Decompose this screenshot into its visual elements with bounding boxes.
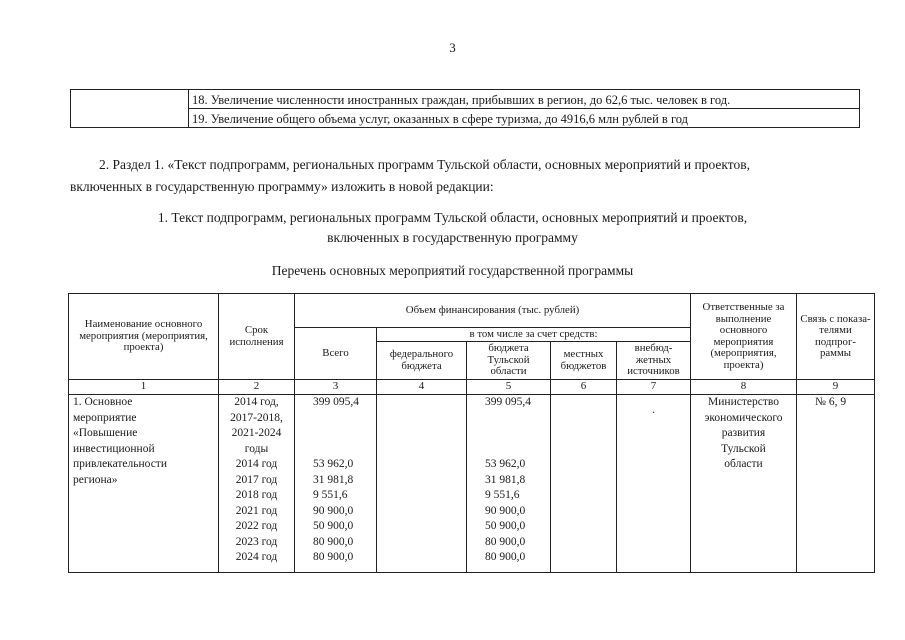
- section-heading-line1: 1. Текст подпрограмм, региональных программ Тульской области, основных мероприятий и проектов,: [157, 210, 748, 225]
- header-federal: федерального бюджета: [377, 342, 467, 380]
- offbudget-cell: [617, 395, 691, 573]
- indicator-link: № 6, 9: [815, 396, 847, 408]
- main-activities-table: [68, 293, 875, 573]
- column-number-row: [69, 380, 875, 395]
- page-number: 3: [449, 40, 456, 55]
- regional-value: 31 981,8: [485, 473, 526, 486]
- term-line: 2023 год: [235, 535, 278, 548]
- total-value: [313, 442, 374, 458]
- goal-18: 18. Увеличение численности иностранных граждан, прибывших в регион, до 62,6 тыс. человек в год.: [192, 93, 731, 107]
- header-link: Связь с показа- телями подпрог- раммы: [797, 294, 875, 380]
- table-title: Перечень основных мероприятий государственной программы: [271, 263, 634, 278]
- term-line: 2018 год: [235, 489, 278, 501]
- total-value: 53 962,0: [313, 458, 354, 470]
- header-offbudget: внебюд- жетных источников: [617, 342, 691, 380]
- responsible-line: области: [724, 458, 763, 470]
- header-funding: Объем финансирования (тыс. рублей): [295, 294, 691, 328]
- term-line: 2021 год: [235, 504, 278, 517]
- responsible-line: экономического: [704, 411, 783, 424]
- term-line: 2014 год: [235, 458, 278, 470]
- regional-value: 53 962,0: [485, 458, 526, 470]
- regional-cell: [467, 395, 551, 573]
- total-value: [313, 426, 374, 442]
- col-num-9: 9: [797, 380, 875, 395]
- header-term: Срок исполнения: [219, 294, 295, 380]
- total-value: 9 551,6: [313, 489, 348, 501]
- header-name: Наименование основного мероприятия (мероприятия, проекта): [69, 294, 219, 380]
- total-value: 80 900,0: [313, 535, 354, 548]
- responsible-cell: [691, 395, 797, 573]
- regional-value: 9 551,6: [485, 489, 520, 501]
- col-num-4: 4: [377, 380, 467, 395]
- activity-name-line: «Повышение: [73, 427, 138, 439]
- federal-cell: [377, 395, 467, 573]
- responsible-line: Министерство: [708, 396, 779, 408]
- local-cell: [551, 395, 617, 573]
- term-cell: [219, 395, 295, 573]
- regional-value: 90 900,0: [485, 504, 526, 517]
- activity-name-cell: [69, 395, 219, 573]
- regional-value: 399 095,4: [485, 396, 531, 408]
- total-cell: [295, 395, 377, 573]
- total-value: 90 900,0: [313, 504, 354, 517]
- col-num-5: 5: [467, 380, 551, 395]
- regional-value: 50 900,0: [485, 520, 526, 532]
- header-including: в том числе за счет средств:: [377, 328, 691, 342]
- responsible-line: Тульской: [721, 442, 766, 455]
- activity-name-line: мероприятие: [73, 411, 137, 424]
- amendment-paragraph-line1: 2. Раздел 1. «Текст подпрограмм, региональных программ Тульской области, основных мероприятий и проектов,: [99, 157, 750, 172]
- total-value: 399 095,4: [313, 396, 359, 408]
- term-line: 2017-2018,: [230, 411, 283, 424]
- term-line: 2024 год: [235, 551, 278, 563]
- col-num-1: 1: [69, 380, 219, 395]
- total-value: 50 900,0: [313, 520, 354, 532]
- header-total: Всего: [295, 328, 377, 380]
- goal-19: 19. Увеличение общего объема услуг, оказанных в сфере туризма, до 4916,6 млн рублей в год: [189, 108, 859, 127]
- activity-name-line: региона»: [73, 473, 118, 486]
- table-row: [69, 395, 875, 573]
- col-num-2: 2: [219, 380, 295, 395]
- col-num-3: 3: [295, 380, 377, 395]
- goals-cell: [189, 90, 860, 128]
- indicator-link-cell: [797, 395, 875, 573]
- section-heading-line2: включенных в государственную программу: [327, 230, 578, 245]
- empty-cell: [71, 90, 189, 128]
- col-num-8: 8: [691, 380, 797, 395]
- col-num-7: 7: [617, 380, 691, 395]
- total-value: [313, 411, 374, 427]
- term-line: 2022 год: [235, 520, 278, 532]
- regional-value: 80 900,0: [485, 535, 526, 548]
- goals-table-fragment: [70, 89, 860, 128]
- regional-value: [485, 442, 548, 458]
- col-num-6: 6: [551, 380, 617, 395]
- offbudget-mark: ·: [651, 405, 656, 419]
- responsible-line: развития: [721, 427, 766, 439]
- amendment-paragraph-line2: включенных в государственную программу» изложить в новой редакции:: [70, 179, 494, 194]
- regional-value: [485, 411, 548, 427]
- total-value: 31 981,8: [313, 473, 354, 486]
- activity-name-line: 1. Основное: [73, 396, 133, 408]
- total-value: 80 900,0: [313, 551, 354, 563]
- term-line: 2021-2024: [231, 427, 282, 439]
- regional-value: [485, 426, 548, 442]
- header-regional: бюджета Тульской области: [467, 342, 551, 380]
- term-line: 2017 год: [235, 473, 278, 486]
- header-local: местных бюджетов: [551, 342, 617, 380]
- term-line: годы: [244, 442, 269, 455]
- header-responsible: Ответственные за выполнение основного мероприятия (мероприятия, проекта): [691, 294, 797, 380]
- term-line: 2014 год,: [234, 396, 279, 408]
- activity-name-line: привлекательности: [73, 458, 167, 470]
- regional-value: 80 900,0: [485, 551, 526, 563]
- activity-name-line: инвестиционной: [73, 442, 155, 455]
